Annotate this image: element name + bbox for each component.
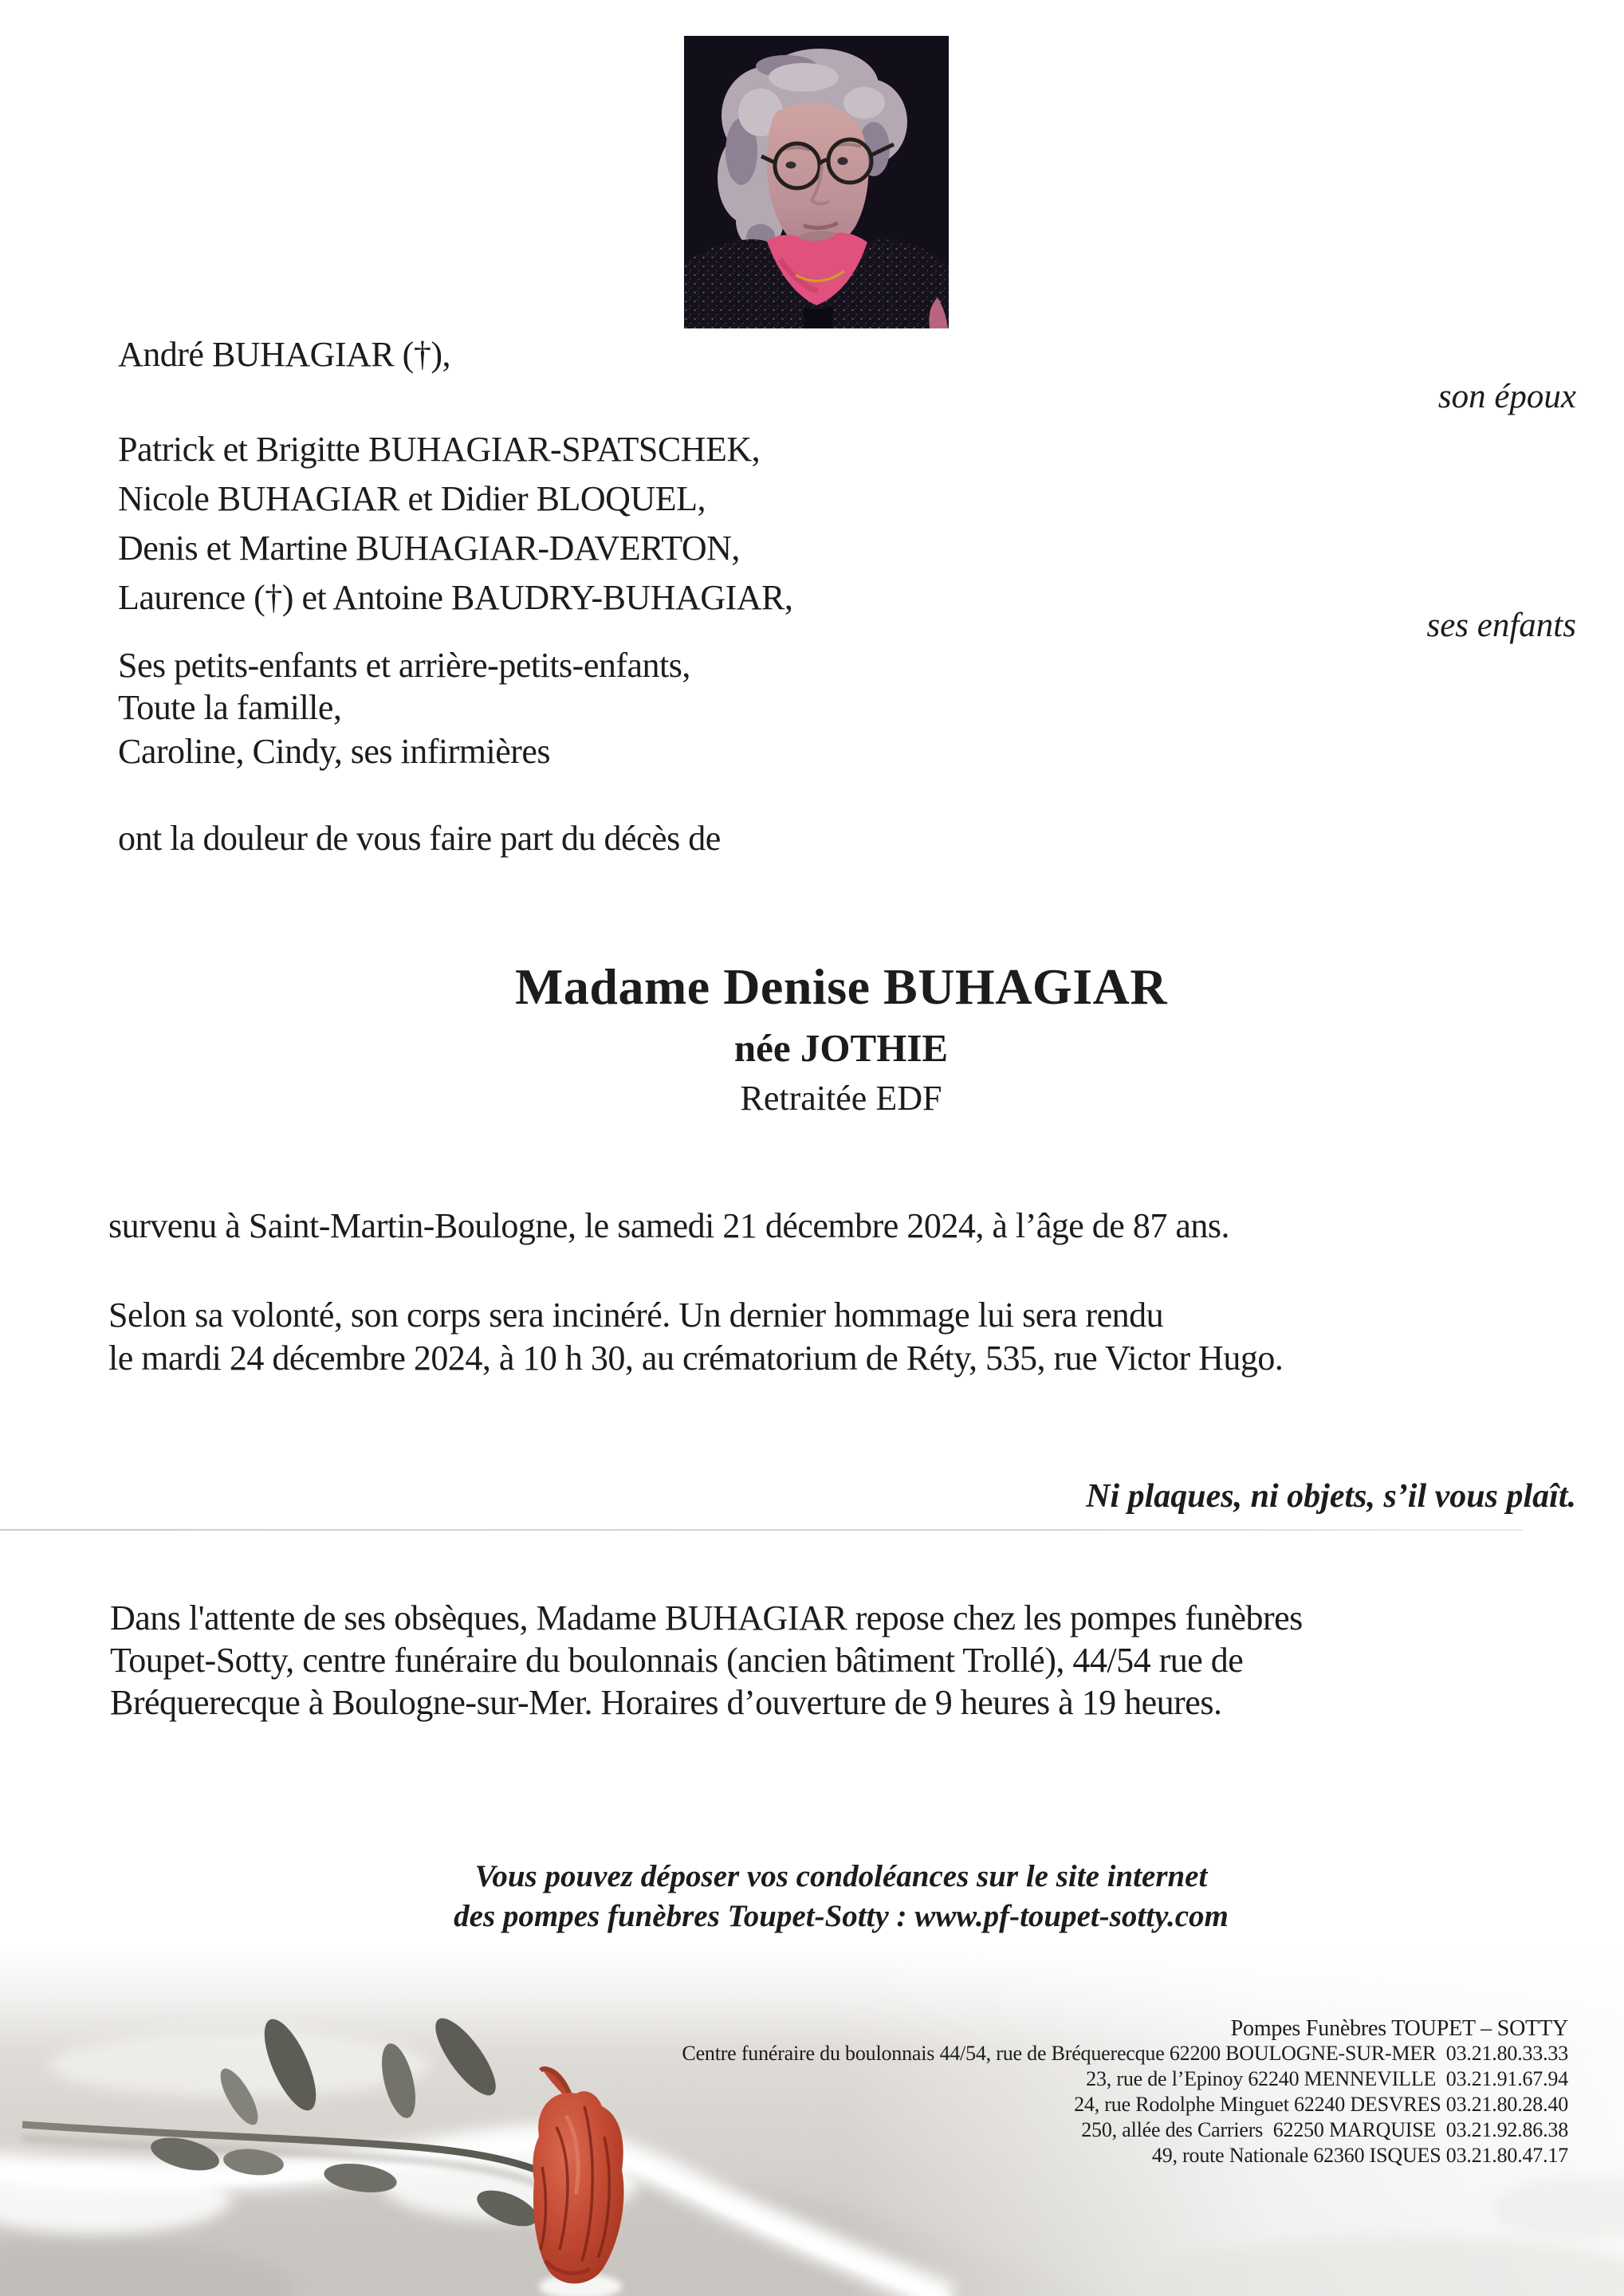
repose-line: Bréquerecque à Boulogne-sur-Mer. Horaires d’ouverture de 9 heures à 19 heures. [110,1683,1222,1722]
spouse-role: son époux [1437,378,1576,415]
condolences-website-line: des pompes funèbres Toupet-Sotty : www.pf-toupet-sotty.com [454,1899,1229,1933]
announce-line: ont la douleur de vous faire part du décès de [118,819,721,858]
funeral-home-name: Pompes Funèbres TOUPET – SOTTY [1230,2016,1568,2041]
deceased-name: Madame Denise BUHAGIAR [514,958,1168,1015]
relatives-line: Toute la famille, [118,688,342,727]
deceased-occupation: Retraitée EDF [740,1079,942,1118]
funeral-home-location: 49, route Nationale 62360 ISQUES 03.21.80.47.17 [1151,2144,1568,2167]
repose-line: Dans l'attente de ses obsèques, Madame BUHAGIAR repose chez les pompes funèbres [110,1598,1303,1637]
portrait-illustration [684,36,949,328]
relatives-line: Ses petits-enfants et arrière-petits-enfants, [118,646,690,685]
portrait-photo [684,36,949,328]
funeral-home-location: 23, rue de l’Epinoy 62240 MENNEVILLE 03.21.91.67.94 [1086,2067,1568,2090]
child-line: Patrick et Brigitte BUHAGIAR-SPATSCHEK, [118,430,761,469]
repose-line: Toupet-Sotty, centre funéraire du boulonnais (ancien bâtiment Trollé), 44/54 rue de [110,1641,1244,1680]
cremation-line: le mardi 24 décembre 2024, à 10 h 30, au crématorium de Réty, 535, rue Victor Hugo. [108,1339,1284,1378]
child-line: Denis et Martine BUHAGIAR-DAVERTON, [118,529,740,568]
death-line: survenu à Saint-Martin-Boulogne, le samedi 21 décembre 2024, à l’âge de 87 ans. [108,1206,1229,1245]
funeral-home-location: 24, rue Rodolphe Minguet 62240 DESVRES 03.21.80.28.40 [1074,2093,1568,2116]
child-line: Laurence (†) et Antoine BAUDRY-BUHAGIAR, [118,578,793,617]
eye [838,157,848,165]
funeral-home-location: Centre funéraire du boulonnais 44/54, rue de Bréquerecque 62200 BOULOGNE-SUR-MER 03.21.80.33.33 [682,2042,1568,2065]
condolences-line: Vous pouvez déposer vos condoléances sur le site internet [474,1859,1208,1893]
no-flowers-request: Ni plaques, ni objets, s’il vous plaît. [1086,1478,1576,1515]
divider-line [0,1529,1523,1531]
spouse-line: André BUHAGIAR (†), [118,335,450,374]
funeral-home-location: 250, allée des Carriers 62250 MARQUISE 03.21.92.86.38 [1081,2118,1568,2141]
children-role: ses enfants [1426,607,1576,644]
deceased-maiden-name: née JOTHIE [733,1026,949,1070]
cremation-line: Selon sa volonté, son corps sera incinéré. Un dernier hommage lui sera rendu [108,1295,1164,1335]
child-line: Nicole BUHAGIAR et Didier BLOQUEL, [118,479,706,518]
relatives-line: Caroline, Cindy, ses infirmières [118,732,551,771]
eye [786,162,796,169]
